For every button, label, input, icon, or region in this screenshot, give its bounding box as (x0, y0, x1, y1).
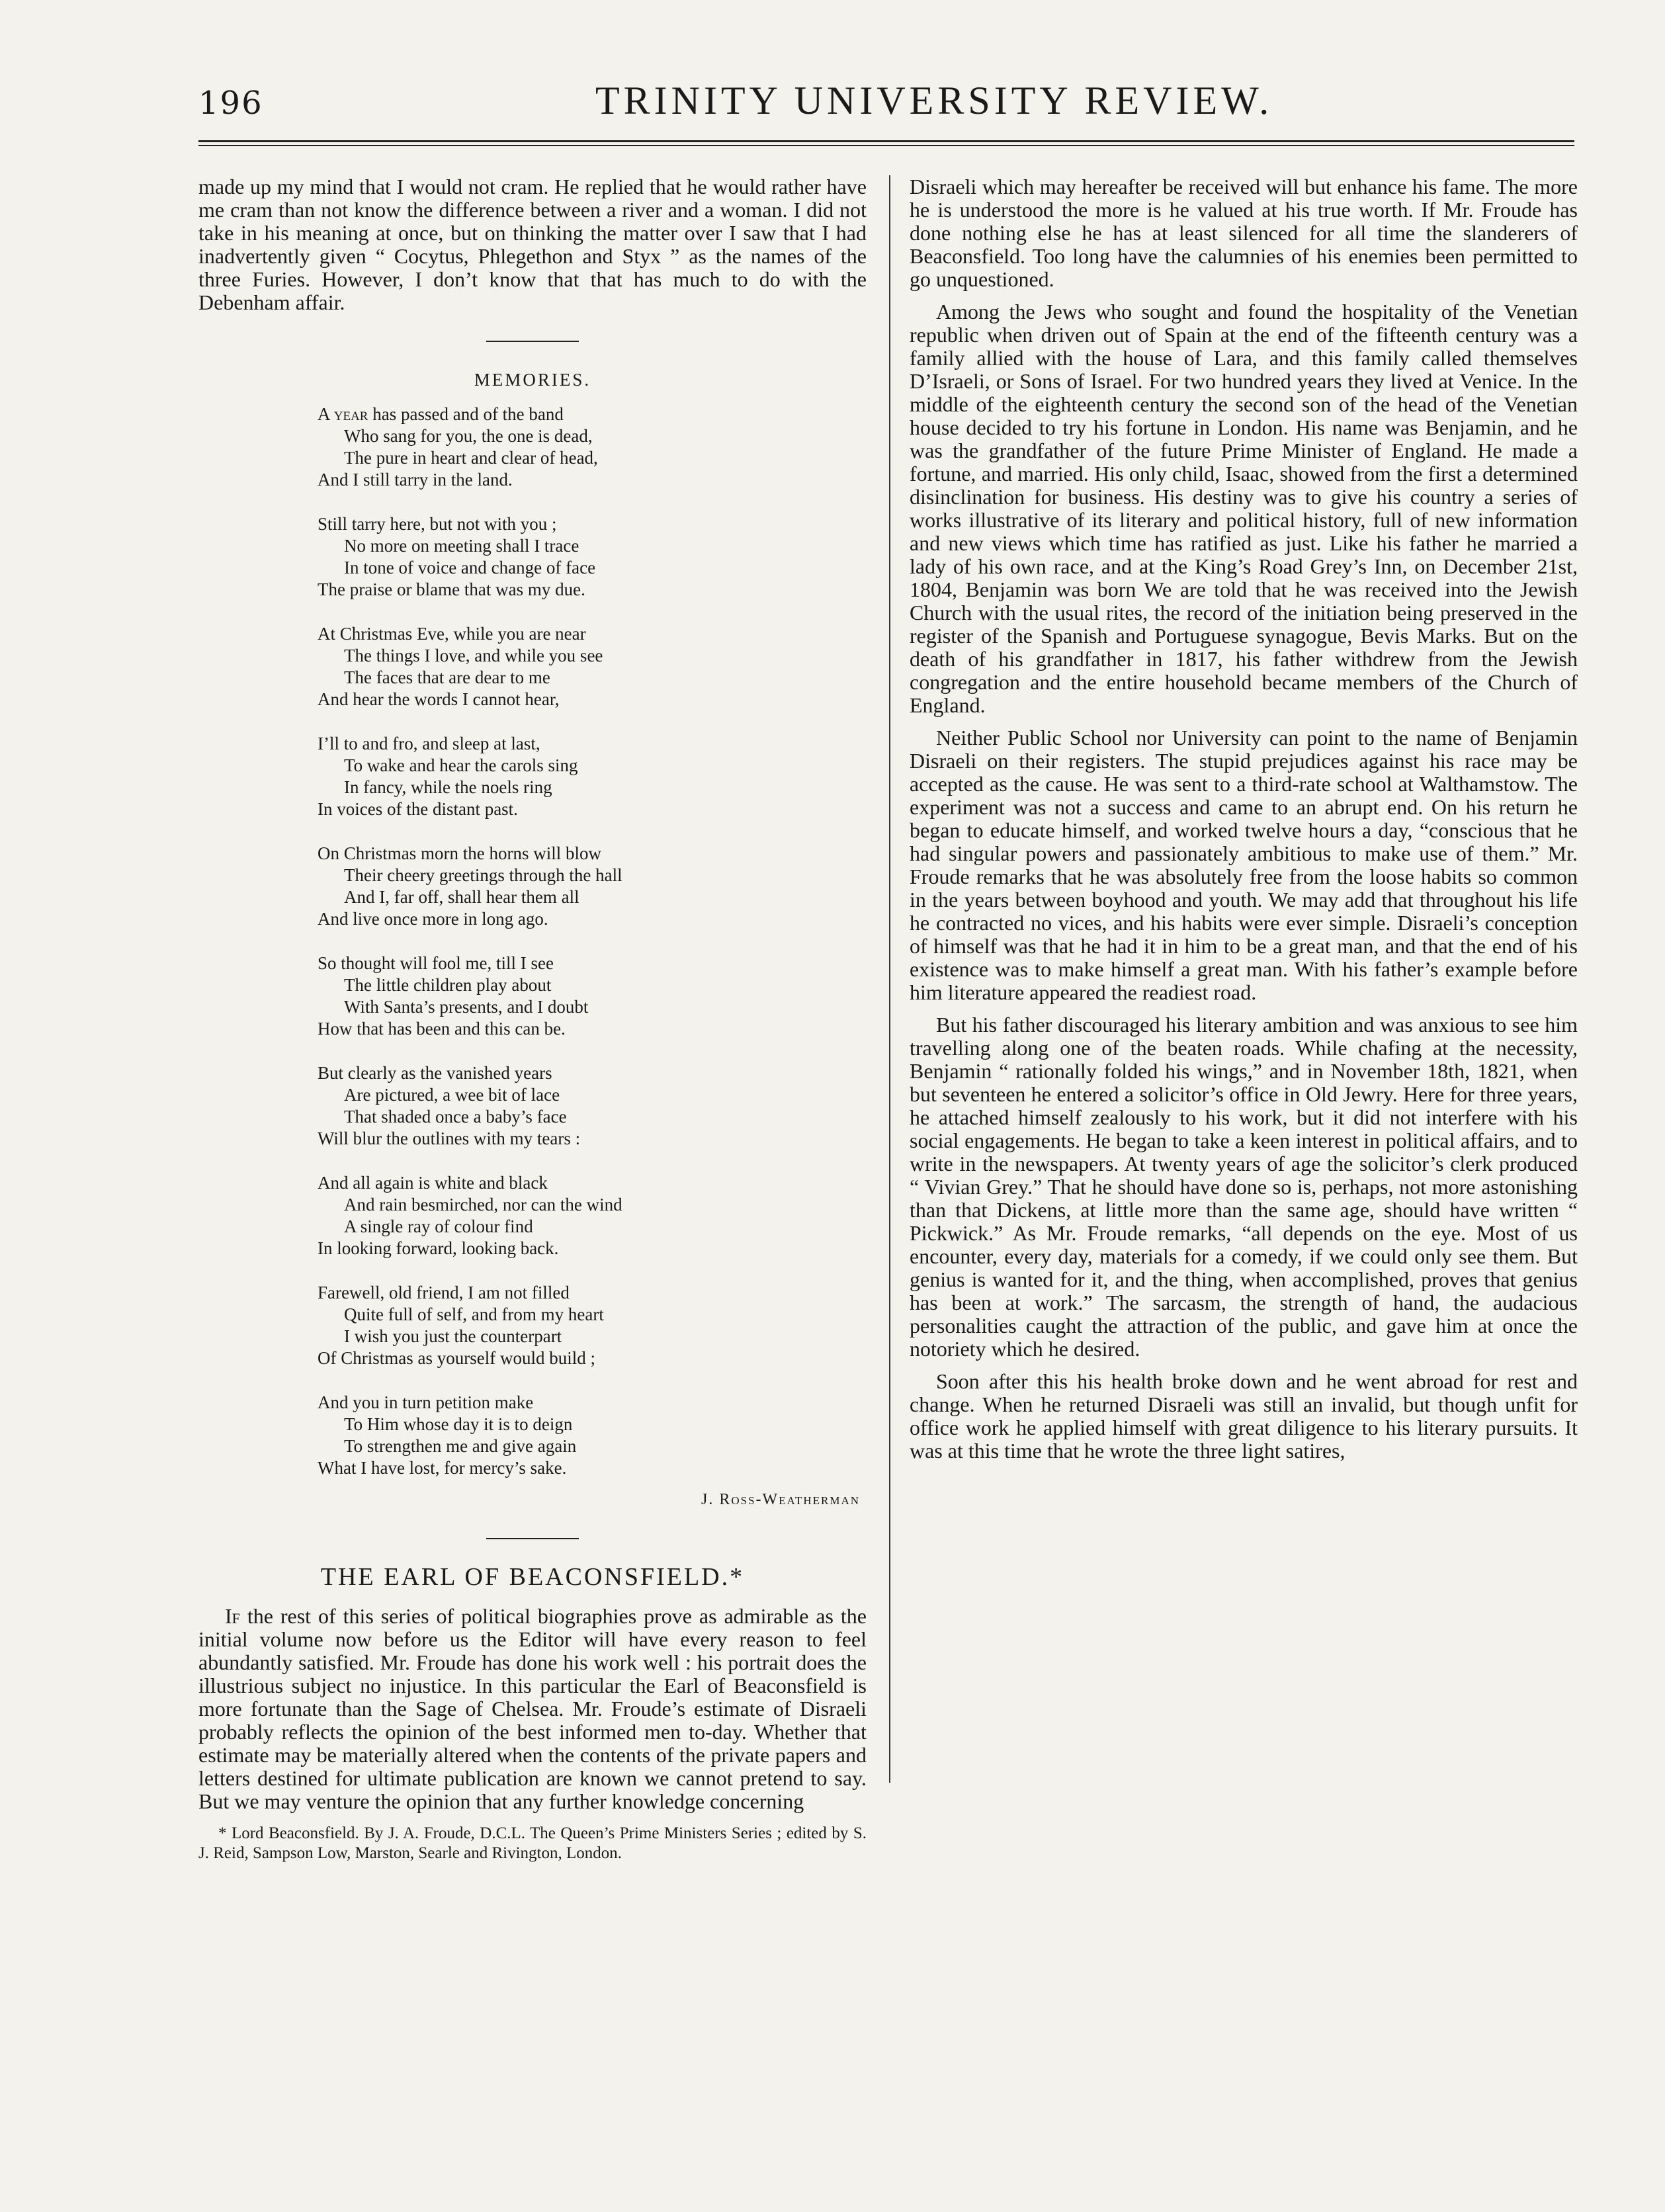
poem-line: The pure in heart and clear of head, (344, 448, 598, 468)
header-rule (198, 140, 1574, 146)
article-paragraph: If the rest of this series of political biographies prove as admirable as the initial volume now before us the Editor will have every reason to feel abundantly satisfied. Mr. Froude has done his work well : his portrait does the illustrious subject no injustice. In this particular the Earl of Beaconsfield is more fortunate than the Sage of Chelsea. Mr. Froude’s estimate of Disraeli probably reflects the opinion of the best informed men to-day. Whether that estimate may be materially altered when the contents of the private papers and letters destined for ultimate publication are known we cannot pretend to say. But we may venture the opinion that any further knowledge concerning (198, 1604, 867, 1813)
poem-line: And live once more in long ago. (318, 909, 548, 929)
poem-line: What I have lost, for mercy’s sake. (318, 1458, 567, 1478)
right-column (910, 175, 1578, 1472)
poem-line: To strengthen me and give again (344, 1436, 577, 1456)
article-first-word: If (225, 1604, 240, 1628)
poem-line: And rain besmirched, nor can the wind (344, 1195, 622, 1214)
running-title: TRINITY UNIVERSITY REVIEW. (595, 79, 1273, 122)
poem-line: In voices of the distant past. (318, 799, 518, 819)
poem-line: Are pictured, a wee bit of lace (344, 1085, 560, 1105)
poem-line: And you in turn petition make (318, 1392, 534, 1412)
page-header (198, 78, 1555, 138)
poem-line: The little children play about (344, 975, 552, 995)
poem-line: In looking forward, looking back. (318, 1238, 559, 1258)
poem-line: In fancy, while the noels ring (344, 777, 552, 797)
poem-line: That shaded once a baby’s face (344, 1107, 567, 1127)
poem-line: With Santa’s presents, and I doubt (344, 997, 589, 1017)
poem-stanza (318, 1172, 867, 1259)
section-divider (486, 1538, 579, 1539)
poem-line: The faces that are dear to me (344, 667, 550, 687)
article-paragraph: Among the Jews who sought and found the hospitality of the Venetian republic when driven out of Spain at the end of the fifteenth century was a family allied with the house of Lara, and this family called themselves D’Israeli, or Sons of Israel. For two hundred years they lived at Venice. In the middle of the eighteenth century the second son of the head of the Venetian house decided to try his fortune in London. His name was Benjamin, and he was the grandfather of the future Prime Minister of England. He made a fortune, and married. His only child, Isaac, showed from the first a determined disinclination for business. His destiny was to give his country a series of works illustrative of its literary and political history, full of new information and new views which time has ratified as just. Like his father he married a lady of his own race, and at the King’s Road Grey’s Inn, on December 21st, 1804, Benjamin was born We are told that he was received into the Jewish Church with the usual rites, the record of the initiation being preserved in the register of the Spanish and Portuguese synagogue, Bevis Marks. But on the death of his grandfather in 1817, his father withdrew from the Jewish congregation and the entire household became members of the Church of England. (910, 300, 1578, 717)
poem-stanza (318, 843, 867, 930)
poem-first-word: A year (318, 404, 368, 424)
poem-line: In tone of voice and change of face (344, 558, 596, 577)
poem-line: At Christmas Eve, while you are near (318, 624, 586, 644)
poem-line: And I still tarry in the land. (318, 470, 513, 489)
poem (318, 404, 867, 1479)
section-divider (486, 341, 579, 342)
poem-line: And hear the words I cannot hear, (318, 689, 560, 709)
poem-stanza (318, 1062, 867, 1150)
poem-stanza (318, 733, 867, 820)
left-column (198, 175, 867, 1863)
poem-line: Of Christmas as yourself would build ; (318, 1348, 595, 1368)
poem-line: Will blur the outlines with my tears : (318, 1128, 581, 1148)
poem-stanza (318, 1392, 867, 1479)
poem-stanza (318, 404, 867, 491)
footnote (198, 1824, 867, 1863)
column-divider (889, 175, 890, 1783)
article-paragraph: Neither Public School nor University can point to the name of Benjamin Disraeli on their registers. The stupid prejudices against his race may be accepted as the cause. He was sent to a third-rate school at Walthamstow. The experiment was not a success and came to an abrupt end. On his return he began to educate himself, and worked twelve hours a day, “conscious that he had singular powers and passionately ambitious to make use of them.” Mr. Froude remarks that he was absolutely free from the loose habits so common in the years between boyhood and youth. We may add that throughout his life he contracted no vices, and his habits were ever simple. Disraeli’s conception of himself was that he had it in him to be a great man, and that the end of his existence was to make himself a great man. With his father’s example before him literature appeared the readiest road. (910, 726, 1578, 1004)
poem-line: I’ll to and fro, and sleep at last, (318, 734, 540, 753)
poem-line: I wish you just the counterpart (344, 1326, 562, 1346)
poem-line: No more on meeting shall I trace (344, 536, 579, 556)
poem-line: Their cheery greetings through the hall (344, 865, 622, 885)
poem-line: On Christmas morn the horns will blow (318, 843, 601, 863)
poem-line: The praise or blame that was my due. (318, 579, 585, 599)
page-number: 196 (198, 85, 263, 122)
poem-title: MEMORIES. (474, 370, 591, 390)
poem-stanza (318, 623, 867, 710)
poem-author: J. Ross-Weatherman (701, 1491, 860, 1508)
poem-line: A year has passed and of the band (318, 404, 564, 424)
article-paragraph: Soon after this his health broke down and he went abroad for rest and change. When he returned Disraeli was still an invalid, but though unfit for office work he applied himself with great diligence to his literary pursuits. It was at this time that he wrote the three light satires, (910, 1369, 1578, 1463)
poem-line: How that has been and this can be. (318, 1019, 566, 1039)
poem-line: The things I love, and while you see (344, 646, 603, 665)
poem-stanza (318, 953, 867, 1040)
poem-line: Who sang for you, the one is dead, (344, 426, 593, 446)
poem-stanza (318, 513, 867, 601)
article-title: THE EARL OF BEACONSFIELD.* (320, 1563, 745, 1591)
article-paragraph: But his father discouraged his literary ambition and was anxious to see him travelling along one of the beaten roads. While chafing at the necessity, Benjamin “ rationally folded his wings,” and in November 18th, 1821, when but seventeen he entered a solicitor’s office in Old Jewry. Here for three years, he attached himself zealously to his work, but it did not interfere with his social engagements. He began to take a keen interest in political affairs, and to write in the newspapers. At twenty years of age the solicitor’s clerk produced “ Vivian Grey.” That he should have done so is, perhaps, not more astonishing than that Dickens, at little more than the same age, should have written “ Pickwick.” As Mr. Froude remarks, “all depends on the eye. Most of us encounter, every day, materials for a comedy, if we could only see them. But genius is wanted for it, and the thing, when accomplished, proves that genius has been at work.” The sarcasm, the strength of hand, the audacious personalities caught the attraction of the public, and gave him at once the notoriety which he desired. (910, 1013, 1578, 1361)
poem-line: To wake and hear the carols sing (344, 755, 578, 775)
poem-line: Still tarry here, but not with you ; (318, 514, 557, 534)
poem-line: A single ray of colour find (344, 1216, 533, 1236)
poem-line: Farewell, old friend, I am not filled (318, 1283, 570, 1302)
poem-line: To Him whose day it is to deign (344, 1414, 573, 1434)
poem-line: And I, far off, shall hear them all (344, 887, 579, 907)
poem-stanza (318, 1282, 867, 1369)
poem-line: So thought will fool me, till I see (318, 953, 554, 973)
poem-line: But clearly as the vanished years (318, 1063, 552, 1083)
article-paragraph: Disraeli which may hereafter be received will but enhance his fame. The more he is understood the more is he valued at his true worth. If Mr. Froude has done nothing else he has at least silenced for all time the slanderers of Beaconsfield. Too long have the calumnies of his enemies been permitted to go unquestioned. (910, 175, 1578, 291)
poem-line: And all again is white and black (318, 1173, 548, 1193)
poem-line: Quite full of self, and from my heart (344, 1304, 604, 1324)
footnote-text: * Lord Beaconsfield. By J. A. Froude, D.C.L. The Queen’s Prime Ministers Series ; edited by S. J. Reid, Sampson Low, Marston, Searle and Rivington, London. (198, 1824, 867, 1862)
opening-paragraph: made up my mind that I would not cram. He replied that he would rather have me cram than not know the difference between a river and a woman. I did not take in his meaning at once, but on thinking the matter over I saw that I had inadvertently given “ Cocytus, Phlegethon and Styx ” as the names of the three Furies. However, I don’t know that that has much to do with the Debenham affair. (198, 175, 867, 314)
